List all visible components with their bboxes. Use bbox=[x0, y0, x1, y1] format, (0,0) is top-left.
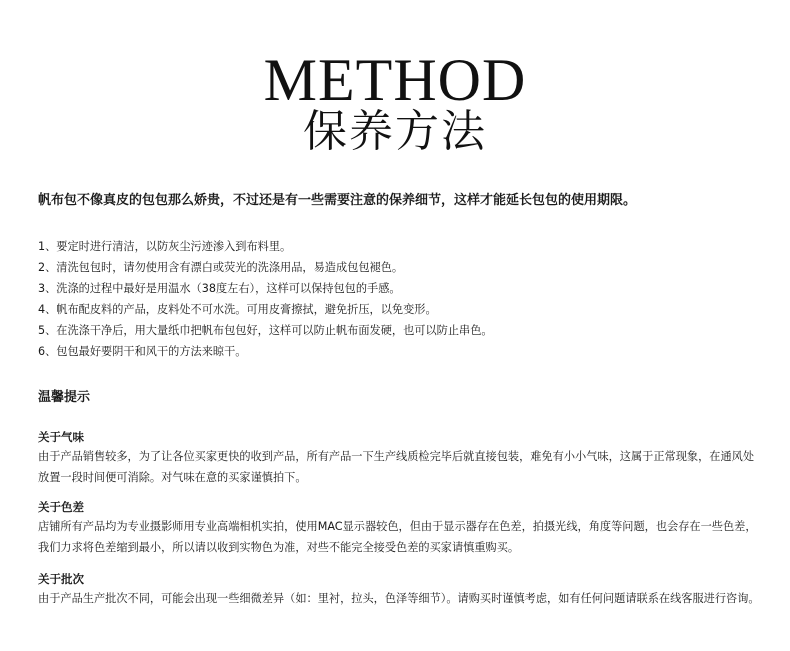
care-steps-list bbox=[38, 236, 768, 362]
care-step: 6、包包最好要阴干和风干的方法来晾干。 bbox=[38, 345, 247, 358]
intro-statement: 帆布包不像真皮的包包那么娇贵，不过还是有一些需要注意的保养细节，这样才能延长包包的使用期限。 bbox=[38, 193, 637, 208]
tip-body: 店铺所有产品均为专业摄影师用专业高端相机实拍，使用MAC显示器较色，但由于显示器存在色差，拍摄光线，角度等问题，也会存在一些色差，我们力求将色差缩到最小，所以请以收到实物色为准，对些不能完全接受色差的买家请慎重购买。 bbox=[38, 520, 757, 554]
tip-title: 关于色差 bbox=[38, 500, 84, 514]
title-english: METHOD bbox=[263, 47, 527, 113]
tip-smell bbox=[38, 428, 768, 488]
tip-body: 由于产品生产批次不同，可能会出现一些细微差异（如：里衬，拉头，色泽等细节）。请购买时谨慎考虑，如有任何问题请联系在线客服进行咨询。 bbox=[38, 592, 760, 605]
title-chinese: 保养方法 bbox=[303, 106, 487, 157]
tip-color-difference bbox=[38, 498, 768, 558]
care-step: 1、要定时进行清洁，以防灰尘污迹渗入到布料里。 bbox=[38, 240, 292, 253]
tip-batch bbox=[38, 570, 768, 609]
tip-body: 由于产品销售较多，为了让各位买家更快的收到产品，所有产品一下生产线质检完毕后就直接包装，难免有小小气味，这属于正常现象，在通风处放置一段时间便可消除。对气味在意的买家谨慎拍下。 bbox=[38, 450, 755, 484]
care-step: 2、清洗包包时，请勿使用含有漂白或荧光的洗涤用品，易造成包包褪色。 bbox=[38, 261, 404, 274]
care-step: 4、帆布配皮料的产品，皮料处不可水洗。可用皮膏擦拭，避免折压，以免变形。 bbox=[38, 303, 437, 316]
tip-title: 关于批次 bbox=[38, 572, 84, 586]
care-step: 3、洗涤的过程中最好是用温水（38度左右），这样可以保持包包的手感。 bbox=[38, 282, 401, 295]
tips-heading: 温馨提示 bbox=[38, 390, 91, 405]
care-step: 5、在洗涤干净后，用大量纸巾把帆布包包好，这样可以防止帆布面发硬，也可以防止串色。 bbox=[38, 324, 493, 337]
tip-title: 关于气味 bbox=[38, 430, 84, 444]
